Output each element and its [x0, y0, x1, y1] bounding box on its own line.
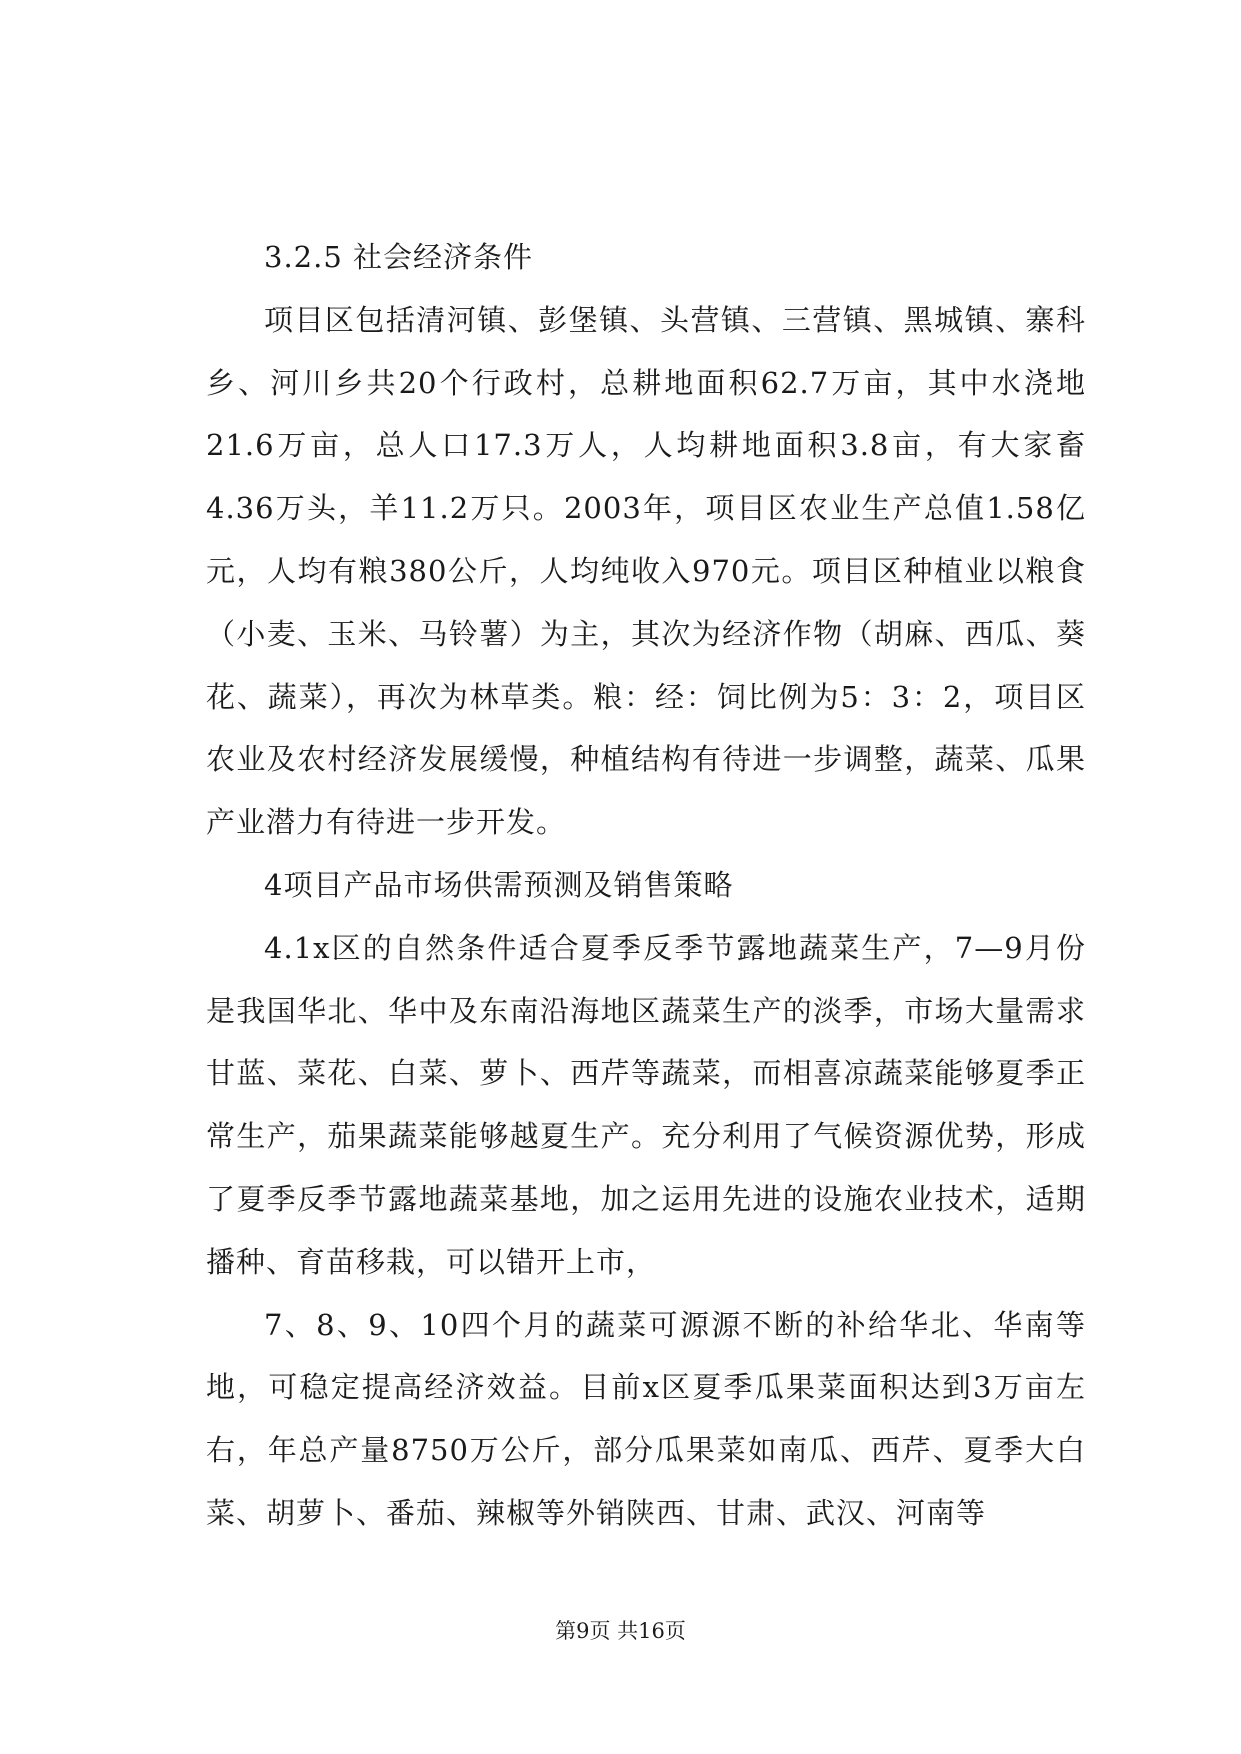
- body-text: [206, 226, 1086, 1545]
- paragraph-social-economic: 项目区包括清河镇、彭堡镇、头营镇、三营镇、黑城镇、寨科乡、河川乡共20个行政村，总耕地面积62.7万亩，其中水浇地21.6万亩，总人口17.3万人，人均耕地面积3.8亩，有大家畜4.36万头，羊11.2万只。2003年，项目区农业生产总值1.58亿元，人均有粮380公斤，人均纯收入970元。项目区种植业以粮食（小麦、玉米、马铃薯）为主，其次为经济作物（胡麻、西瓜、葵花、蔬菜），再次为林草类。粮：经：饲比例为5：3：2，项目区农业及农村经济发展缓慢，种植结构有待进一步调整，蔬菜、瓜果产业潜力有待进一步开发。: [206, 302, 1086, 840]
- section-heading-3-2-5: 3.2.5 社会经济条件: [264, 240, 534, 274]
- paragraph-supply-months: 7、8、9、10四个月的蔬菜可源源不断的补给华北、华南等地，可稳定提高经济效益。目前x区夏季瓜果菜面积达到3万亩左右，年总产量8750万公斤，部分瓜果菜如南瓜、西芹、夏季大白菜、胡萝卜、番茄、辣椒等外销陕西、甘肃、武汉、河南等: [206, 1307, 1086, 1530]
- paragraph-4-1: 4.1x区的自然条件适合夏季反季节露地蔬菜生产，7—9月份是我国华北、华中及东南沿海地区蔬菜生产的淡季，市场大量需求甘蓝、菜花、白菜、萝卜、西芹等蔬菜，而相喜凉蔬菜能够夏季正常生产，茄果蔬菜能够越夏生产。充分利用了气候资源优势，形成了夏季反季节露地蔬菜基地，加之运用先进的设施农业技术，适期播种、育苗移栽，可以错开上市，: [206, 930, 1086, 1279]
- page-footer: 第9页 共16页: [555, 1619, 686, 1643]
- section-heading-4: 4项目产品市场供需预测及销售策略: [264, 867, 734, 902]
